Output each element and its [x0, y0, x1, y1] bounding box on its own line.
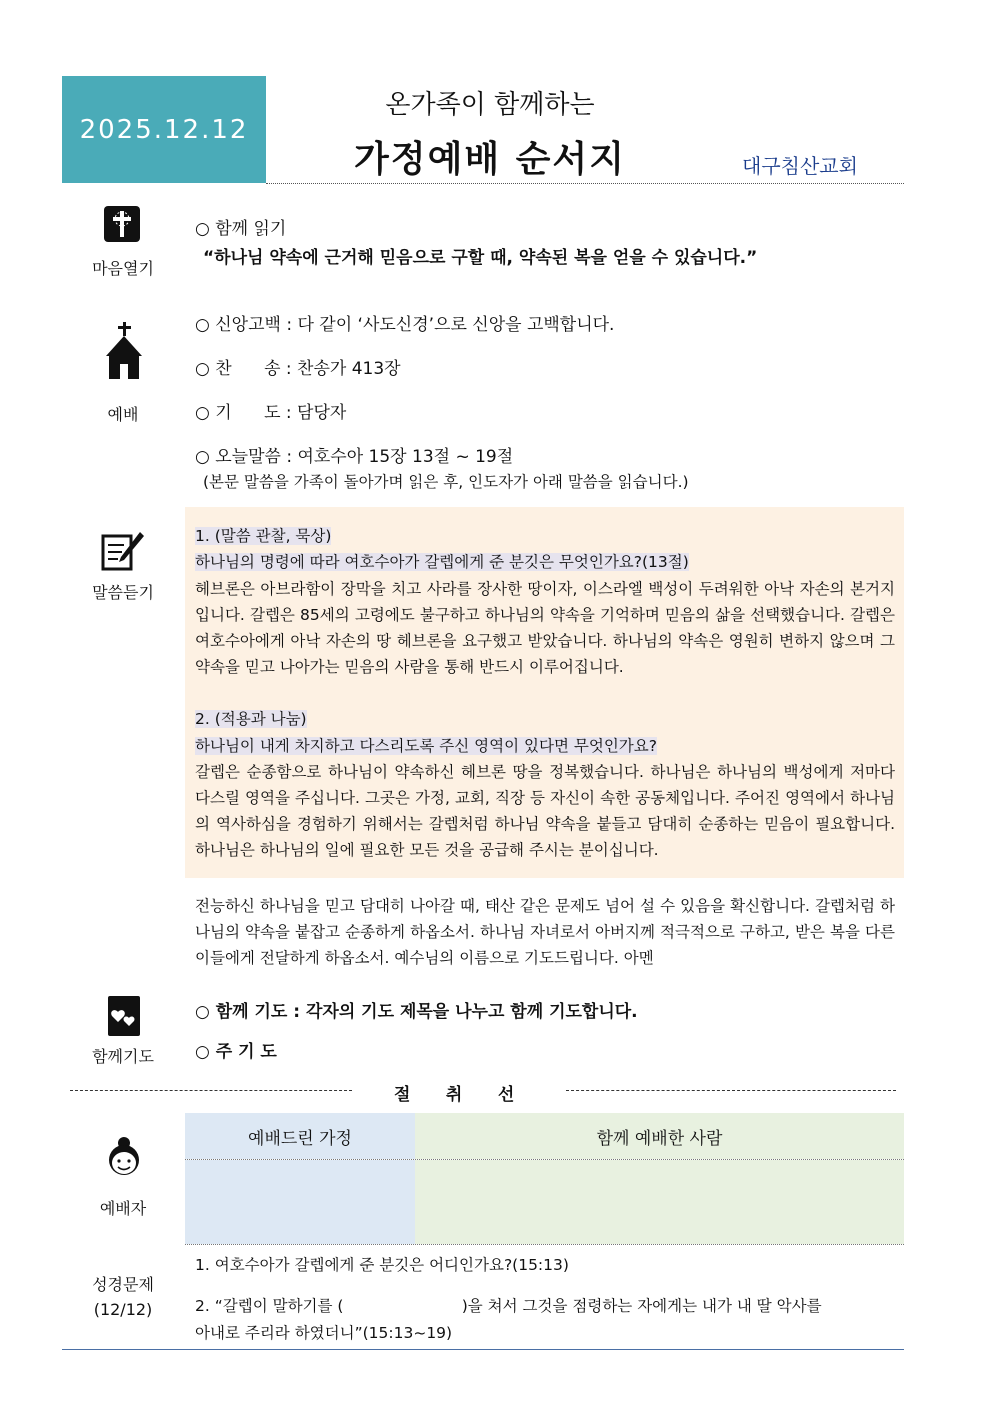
q2-body: 갈렙은 순종함으로 하나님이 약속하신 헤브론 땅을 정복했습니다. 하나님은 하나님의 백성에게 저마다 다스릴 영역을 주십니다. 그곳은 가정, 교회, 직장 등 자신이 속한 공동체입니다. 주어진 영역에서 하나님의 역사하심을 경험하기 위해서는 갈렙처럼 하나님 약속을 붙들고 담대히 순종하는 믿음이 필요합니다. 하나님은 하나님의 일에 필요한 모든 것을 공급해 주시는 분이십니다. [195, 763, 895, 859]
cutline-right [566, 1090, 896, 1091]
cutline-label: 절 취 선 [394, 1085, 515, 1105]
q2-title-text: 2. (적용과 나눔) [195, 710, 307, 728]
q2-question-text: 하나님이 내게 차지하고 다스리도록 주신 영역이 있다면 무엇인가요? [195, 737, 657, 755]
q1-title-text: 1. (말씀 관찰, 묵상) [195, 527, 332, 545]
church-name: 대구침산교회 [742, 154, 858, 178]
col-header-people [415, 1113, 904, 1159]
section-label-together: 함께기도 [92, 1047, 154, 1066]
date-box [62, 76, 266, 183]
quiz-question-2-line1: 2. “갈렙이 말하기를 ( )을 쳐서 그것을 점령하는 자에게는 내가 내 딸 악사를 [195, 1297, 822, 1315]
col-header-family [185, 1113, 415, 1159]
worship-note: (본문 말씀을 가족이 돌아가며 읽은 후, 인도자가 아래 말씀을 읽습니다.) [203, 473, 689, 491]
quiz-question-2-line2: 아내로 주리라 하였더니”(15:13~19) [195, 1324, 453, 1342]
together-item-lords-prayer: ○ 주 기 도 [195, 1042, 277, 1062]
q1-question [195, 549, 895, 575]
worship-item-scripture: ○ 오늘말씀 : 여호수아 15장 13절 ~ 19절 [195, 447, 514, 467]
table-bottom-line [185, 1244, 904, 1245]
section-label-open: 마음열기 [92, 259, 154, 278]
col-header-people-text: 함께 예배한 사람 [596, 1128, 723, 1149]
q1-title [195, 523, 895, 549]
cross-card-icon [102, 204, 142, 244]
header-divider [266, 183, 904, 184]
q2-title [195, 706, 895, 732]
quiz-date: (12/12) [93, 1300, 153, 1319]
section-label-attendance: 예배자 [99, 1199, 147, 1218]
q1-question-text: 하나님의 명령에 따라 여호수아가 갈렙에게 준 분깃은 무엇인가요?(13절) [195, 553, 689, 571]
people-input-cell[interactable] [415, 1160, 904, 1244]
heart-card-icon [106, 994, 142, 1038]
closing-prayer: 전능하신 하나님을 믿고 담대히 나아갈 때, 태산 같은 문제도 넘어 설 수 있음을 확신합니다. 갈렙처럼 하나님의 약속을 붙잡고 순종하게 하옵소서. 하나님 자녀로서 아버지께 적극적으로 구하고, 받은 복을 다른 이들에게 전달하게 하옵소서. 예수님의 이름으로 기도드립니다. 아멘 [195, 897, 895, 967]
quiz-question-1: 1. 여호수아가 갈렙에게 준 분깃은 어디인가요?(15:13) [195, 1256, 569, 1274]
worship-item-hymn: ○ 찬 송 : 찬송가 413장 [195, 359, 401, 379]
footer-line [62, 1349, 904, 1350]
person-icon [104, 1134, 144, 1180]
q2-question [195, 733, 895, 759]
q1-body: 헤브론은 아브라함이 장막을 치고 사라를 장사한 땅이자, 이스라엘 백성이 두려워한 아낙 자손의 본거지입니다. 갈렙은 85세의 고령에도 불구하고 하나님의 약속을 기억하며 믿음의 삶을 선택했습니다. 갈렙은 여호수아에게 아낙 자손의 땅 헤브론을 요구했고 받았습니다. 하나님의 약속은 영원히 변하지 않으며 그 약속을 믿고 나아가는 믿음의 사람을 통해 반드시 이루어집니다. [195, 580, 895, 676]
open-item: ○ 함께 읽기 [195, 219, 287, 239]
page-title: 가정예배 순서지 [354, 139, 626, 180]
cutline-left [70, 1090, 352, 1091]
col-header-family-text: 예배드린 가정 [248, 1128, 352, 1149]
title-line1: 온가족이 함께하는 [385, 90, 595, 120]
church-icon [102, 322, 146, 380]
date-text: 2025.12.12 [79, 114, 249, 145]
quiz-label: 성경문제 [92, 1275, 154, 1294]
section-label-worship: 예배 [107, 405, 139, 424]
section-label-listen: 말씀듣기 [92, 583, 154, 602]
family-input-cell[interactable] [185, 1160, 415, 1244]
together-item-prayer: ○ 함께 기도 : 각자의 기도 제목을 나누고 함께 기도합니다. [195, 1002, 638, 1022]
note-pencil-icon [100, 530, 140, 570]
worship-item-creed: ○ 신앙고백 : 다 같이 ‘사도신경’으로 신앙을 고백합니다. [195, 315, 615, 335]
worship-item-prayer: ○ 기 도 : 담당자 [195, 403, 347, 423]
open-quote: “하나님 약속에 근거해 믿음으로 구할 때, 약속된 복을 얻을 수 있습니다.” [203, 248, 758, 268]
